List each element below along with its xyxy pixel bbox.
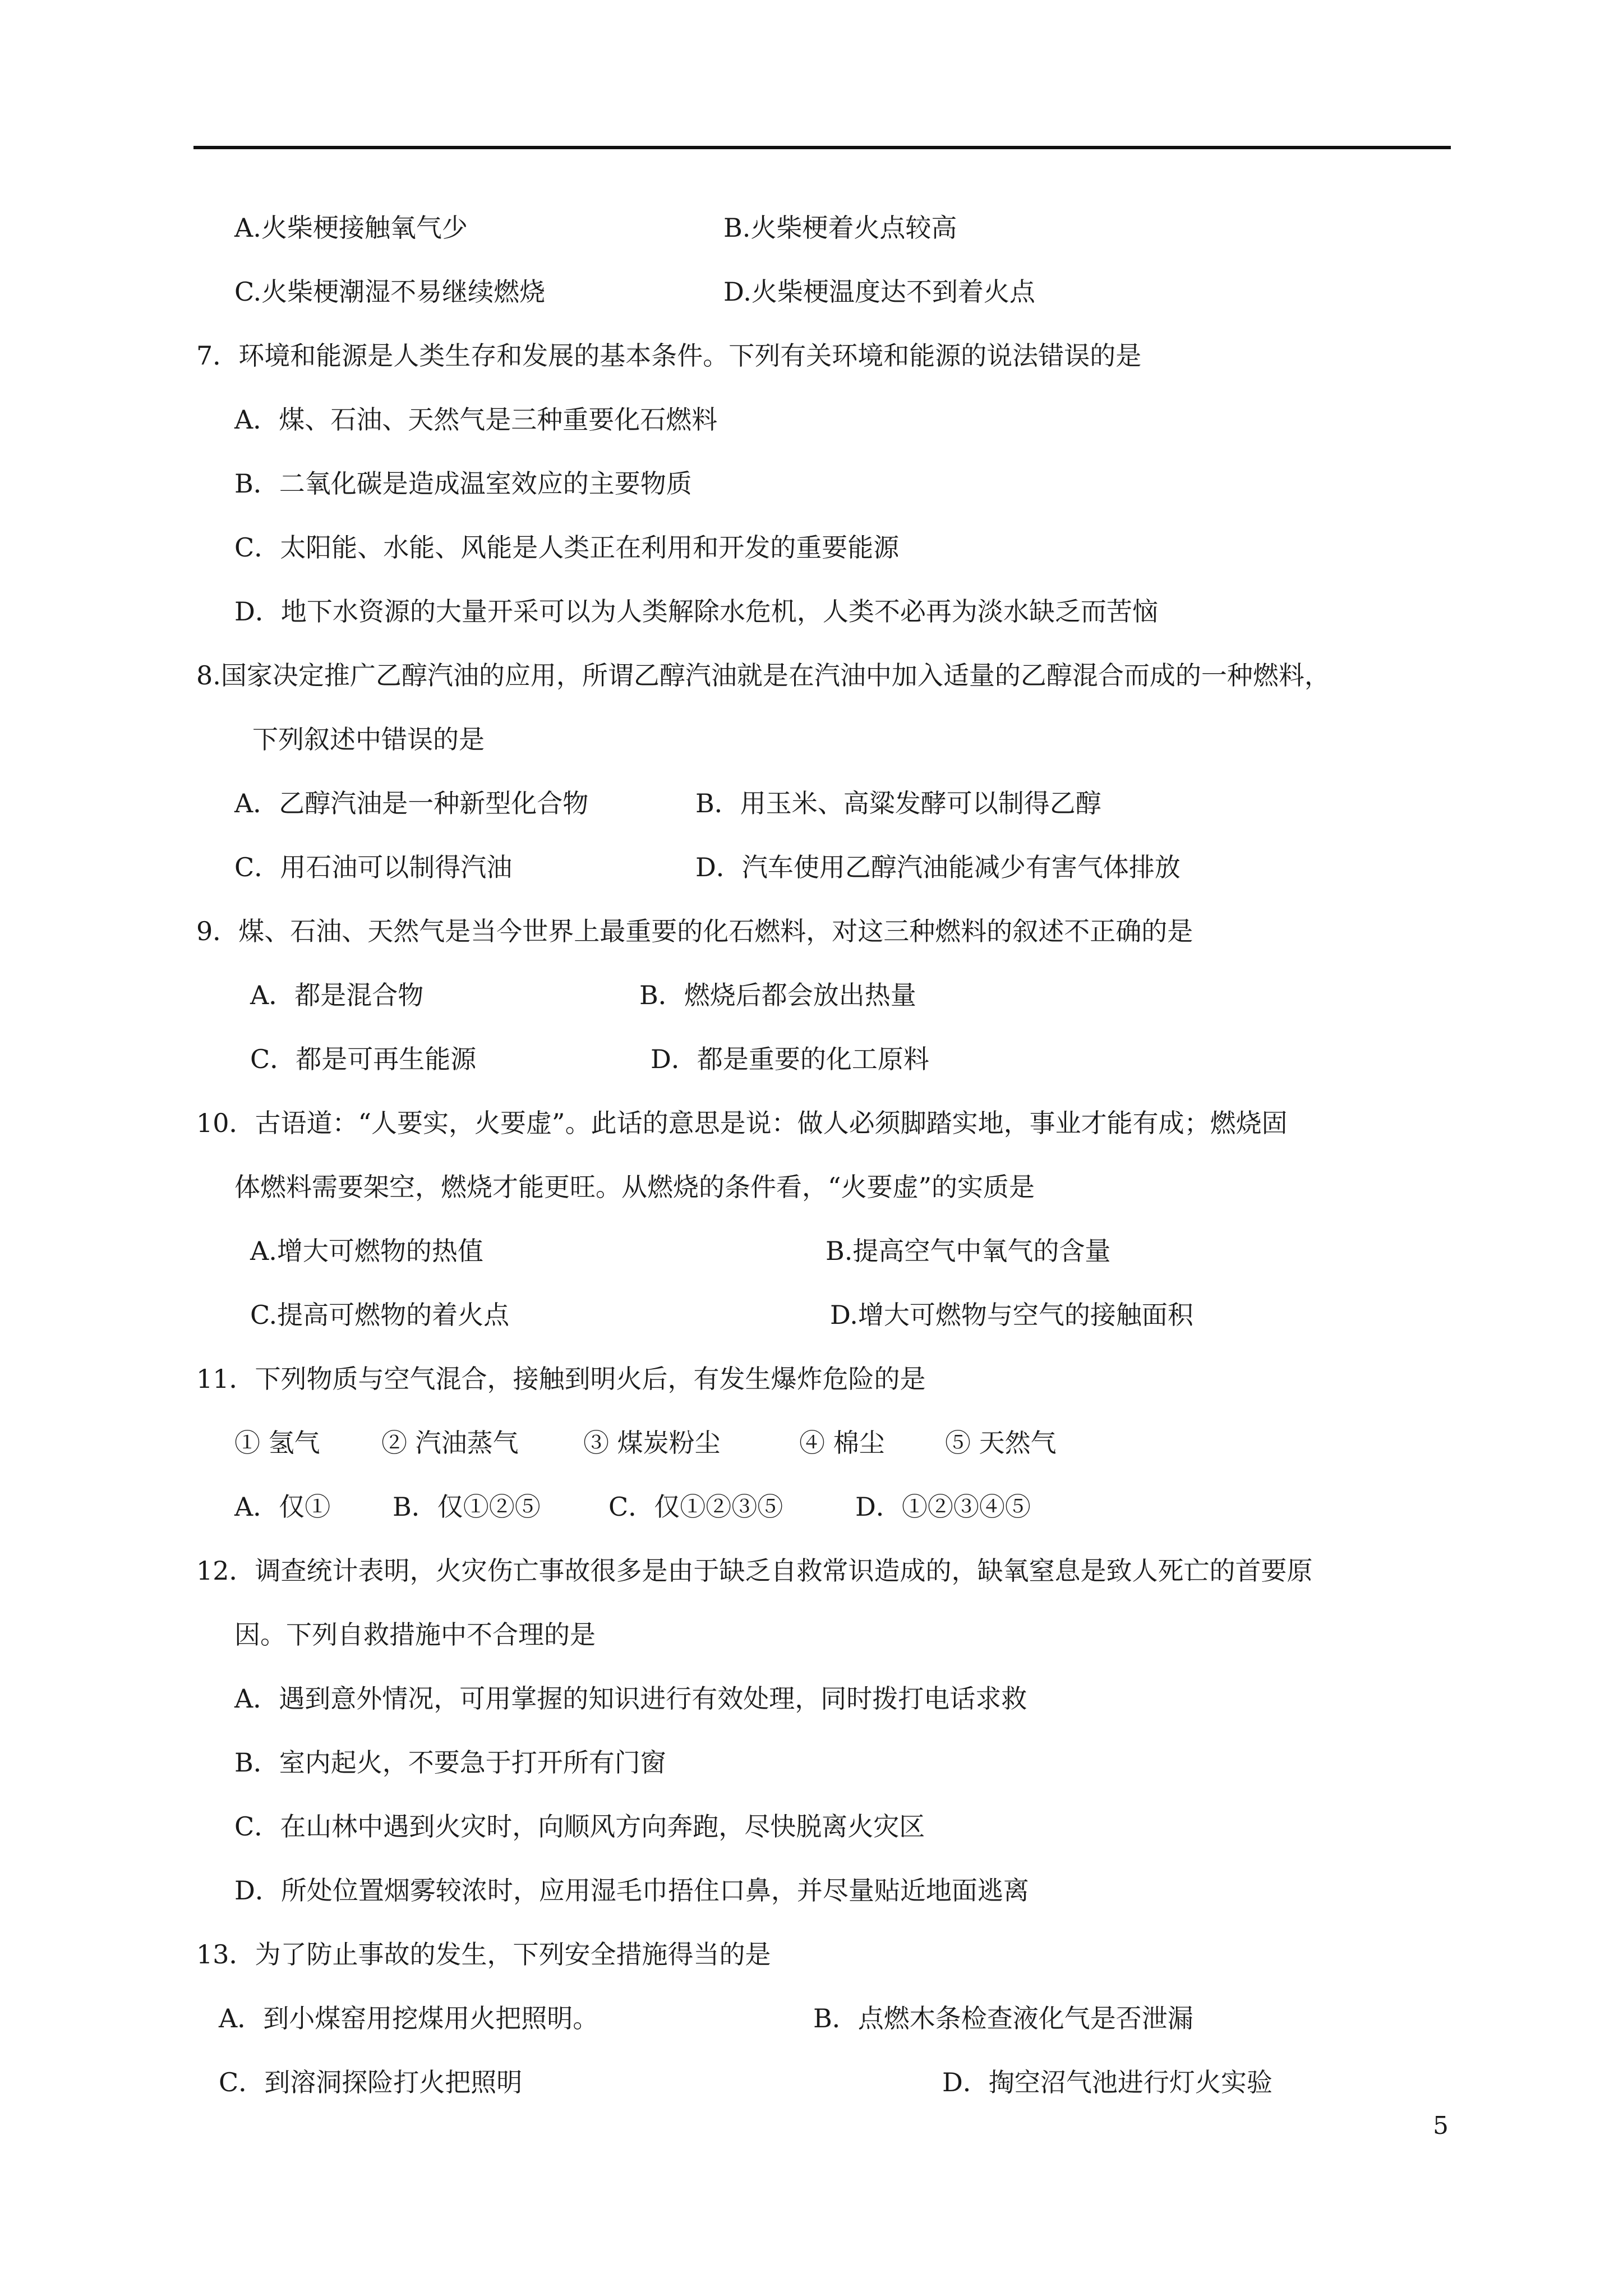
q11-item-3: ③ 煤炭粉尘	[583, 1428, 721, 1458]
q12-option-a: A．遇到意外情况，可用掌握的知识进行有效处理，同时拨打电话求救	[234, 1683, 1027, 1714]
q9-option-b: B．燃烧后都会放出热量	[639, 980, 916, 1010]
q13-stem: 13．为了防止事故的发生，下列安全措施得当的是	[196, 1939, 771, 1970]
q7-option-d: D．地下水资源的大量开采可以为人类解除水危机，人类不必再为淡水缺乏而苦恼	[234, 596, 1158, 627]
q13-option-d: D．掏空沼气池进行灯火实验	[942, 2067, 1272, 2097]
q13-option-c: C．到溶洞探险打火把照明	[219, 2067, 523, 2097]
q6-option-a: A.火柴梗接触氧气少	[234, 213, 468, 243]
q6-option-c: C.火柴梗潮湿不易继续燃烧	[234, 277, 546, 307]
q13-option-b: B．点燃木条检查液化气是否泄漏	[813, 2003, 1193, 2033]
q11-item-1: ① 氢气	[234, 1428, 320, 1458]
q7-option-a: A．煤、石油、天然气是三种重要化石燃料	[234, 404, 718, 435]
q13-option-a: A．到小煤窑用挖煤用火把照明。	[219, 2003, 599, 2033]
q11-option-c: C．仅①②③⑤	[608, 1492, 783, 1522]
q11-item-4: ④ 棉尘	[799, 1428, 885, 1458]
q11-item-2: ② 汽油蒸气	[381, 1428, 519, 1458]
q12-option-c: C．在山林中遇到火灾时，向顺风方向奔跑，尽快脱离火灾区	[234, 1811, 925, 1842]
q9-option-c: C．都是可再生能源	[250, 1044, 477, 1074]
q10-option-c: C.提高可燃物的着火点	[250, 1300, 510, 1330]
page-number: 5	[1433, 2111, 1449, 2140]
q8-option-a: A．乙醇汽油是一种新型化合物	[234, 788, 589, 818]
q8-option-d: D．汽车使用乙醇汽油能减少有害气体排放	[695, 852, 1181, 882]
q12-option-d: D．所处位置烟雾较浓时，应用湿毛巾捂住口鼻，并尽量贴近地面逃离	[234, 1875, 1029, 1906]
q7-stem: 7．环境和能源是人类生存和发展的基本条件。下列有关环境和能源的说法错误的是	[196, 341, 1142, 371]
q8-stem-line2: 下列叙述中错误的是	[252, 724, 485, 754]
q10-stem-line1: 10．古语道：“人要实，火要虚”。此话的意思是说：做人必须脚踏实地，事业才能有成；燃烧固	[196, 1108, 1288, 1138]
q9-option-a: A．都是混合物	[250, 980, 424, 1010]
q8-option-c: C．用石油可以制得汽油	[234, 852, 513, 882]
q6-option-d: D.火柴梗温度达不到着火点	[723, 277, 1035, 307]
q10-option-a: A.增大可燃物的热值	[250, 1236, 483, 1266]
q11-option-b: B．仅①②⑤	[393, 1492, 541, 1522]
header-rule	[193, 146, 1451, 149]
q12-option-b: B．室内起火，不要急于打开所有门窗	[234, 1747, 666, 1778]
q6-option-b: B.火柴梗着火点较高	[723, 213, 957, 243]
q10-option-d: D.增大可燃物与空气的接触面积	[830, 1300, 1193, 1330]
q11-item-5: ⑤ 天然气	[945, 1428, 1057, 1458]
q7-option-c: C．太阳能、水能、风能是人类正在利用和开发的重要能源	[234, 532, 900, 563]
q11-option-a: A．仅①	[234, 1492, 331, 1522]
q7-option-b: B．二氧化碳是造成温室效应的主要物质	[234, 468, 692, 499]
q11-option-d: D．①②③④⑤	[855, 1492, 1031, 1522]
q12-stem-line1: 12．调查统计表明，火灾伤亡事故很多是由于缺乏自救常识造成的，缺氧窒息是致人死亡的首要原	[196, 1556, 1313, 1586]
q8-option-b: B．用玉米、高粱发酵可以制得乙醇	[695, 788, 1101, 818]
q10-stem-line2: 体燃料需要架空，燃烧才能更旺。从燃烧的条件看，“火要虚”的实质是	[234, 1172, 1035, 1202]
q11-stem: 11．下列物质与空气混合，接触到明火后，有发生爆炸危险的是	[196, 1364, 926, 1394]
q8-stem-line1: 8.国家决定推广乙醇汽油的应用，所谓乙醇汽油就是在汽油中加入适量的乙醇混合而成的一种燃料，	[196, 660, 1330, 691]
q12-stem-line2: 因。下列自救措施中不合理的是	[234, 1619, 596, 1650]
q10-option-b: B.提高空气中氧气的含量	[826, 1236, 1111, 1266]
q9-stem: 9．煤、石油、天然气是当今世界上最重要的化石燃料，对这三种燃料的叙述不正确的是	[196, 916, 1193, 946]
q9-option-d: D．都是重要的化工原料	[651, 1044, 929, 1074]
